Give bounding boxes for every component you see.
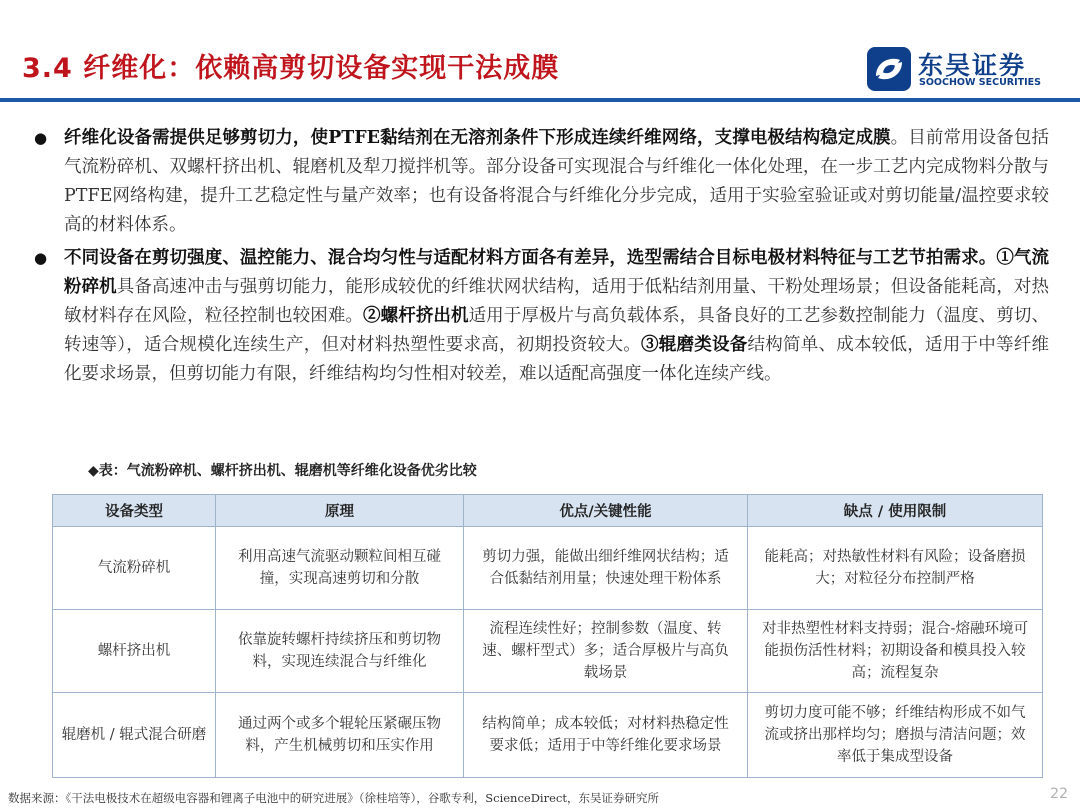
page-number: 22: [1050, 786, 1068, 802]
cell-equipment: 气流粉碎机: [53, 527, 216, 610]
bullet-2-item2-text: 适用于厚极片与高负载体系，具备良好的工艺参数控制能力（温度、剪切、转速等），适合规模化连续生产，但对材料热塑性要求高，初期投资较大。: [64, 306, 1050, 355]
cell-advantages: 流程连续性好；控制参数（温度、转速、螺杆型式）多；适合厚极片与高负载场景: [464, 610, 748, 693]
company-logo: [866, 44, 1056, 92]
bullet-1-text: 。目前常用设备包括气流粉碎机、双螺杆挤出机、辊磨机及犁刀搅拌机等。部分设备可实现混合与纤维化一体化处理，在一步工艺内完成物料分散与PTFE网络构建，提升工艺稳定性与量产效率；也有设备将混合与纤维化分步完成，适用于实验室验证或对剪切能量/温控要求较高的材料体系。: [64, 128, 1049, 235]
logo-chinese-name: 东吴证券: [918, 51, 1027, 80]
header-principle: 原理: [216, 495, 464, 527]
bullet-2-item2-lead: ②螺杆挤出机: [363, 306, 469, 326]
bullet-1-lead: 纤维化设备需提供足够剪切力，使PTFE黏结剂在无溶剂条件下形成连续纤维网络，支撑电极结构稳定成膜: [64, 128, 891, 148]
page-title: 3.4 纤维化：依赖高剪切设备实现干法成膜: [22, 53, 560, 84]
logo-english-name: SOOCHOW SECURITIES: [919, 77, 1041, 88]
bullet-2-item1-lead: ①气流粉碎机: [64, 248, 1050, 297]
source-note: 数据来源：《干法电极技术在超级电容器和锂离子电池中的研究进展》（徐桂培等），谷歌专利，ScienceDirect，东吴证券研究所: [8, 791, 659, 805]
cell-advantages: 结构简单；成本较低；对材料热稳定性要求低；适用于中等纤维化要求场景: [464, 693, 748, 778]
bullet-2-item1-text: 具备高速冲击与强剪切能力，能形成较优的纤维状网状结构，适用于低粘结剂用量、干粉处理场景；但设备能耗高，对热敏材料存在风险，粒径控制也较困难。: [64, 277, 1050, 326]
header-limitations: 缺点 / 使用限制: [748, 495, 1043, 527]
bullet-list: [34, 124, 1049, 389]
bullet-2-item3-text: 结构简单、成本较低，适用于中等纤维化要求场景，但剪切能力有限，纤维结构均匀性相对较差，难以适配高强度一体化连续产线。: [64, 335, 1049, 384]
header-rule: [0, 98, 1080, 102]
cell-principle: 利用高速气流驱动颗粒间相互碰撞，实现高速剪切和分散: [216, 527, 464, 610]
cell-equipment: 螺杆挤出机: [53, 610, 216, 693]
cell-limitations: 能耗高；对热敏性材料有风险；设备磨损大；对粒径分布控制严格: [748, 527, 1043, 610]
bullet-item-1: [34, 124, 1049, 240]
bullet-2-item3-lead: ③辊磨类设备: [641, 335, 748, 355]
cell-equipment: 辊磨机 / 辊式混合研磨: [53, 693, 216, 778]
bullet-2-lead: 不同设备在剪切强度、温控能力、混合均匀性与适配材料方面各有差异，选型需结合目标电极材料特征与工艺节拍需求。: [64, 248, 997, 268]
header-advantages: 优点/关键性能: [464, 495, 748, 527]
table-row: [53, 610, 1043, 693]
cell-advantages: 剪切力强，能做出细纤维网状结构；适合低黏结剂用量；快速处理干粉体系: [464, 527, 748, 610]
table-header-row: [53, 495, 1043, 527]
bullet-dot-icon: ●: [34, 129, 48, 147]
table-caption: ◆表：气流粉碎机、螺杆挤出机、辊磨机等纤维化设备优劣比较: [88, 463, 477, 479]
table-row: [53, 693, 1043, 778]
comparison-table: [52, 494, 1043, 778]
header-equipment-type: 设备类型: [53, 495, 216, 527]
cell-limitations: 剪切力度可能不够；纤维结构形成不如气流或挤出那样均匀；磨损与清洁问题；效率低于集成型设备: [748, 693, 1043, 778]
soochow-logo-icon: [866, 46, 912, 92]
cell-principle: 通过两个或多个辊轮压紧碾压物料，产生机械剪切和压实作用: [216, 693, 464, 778]
cell-principle: 依靠旋转螺杆持续挤压和剪切物料，实现连续混合与纤维化: [216, 610, 464, 693]
bullet-item-2: [34, 244, 1049, 389]
table-row: [53, 527, 1043, 610]
bullet-dot-icon: ●: [34, 249, 48, 267]
cell-limitations: 对非热塑性材料支持弱；混合-熔融环境可能损伤活性材料；初期设备和模具投入较高；流程复杂: [748, 610, 1043, 693]
